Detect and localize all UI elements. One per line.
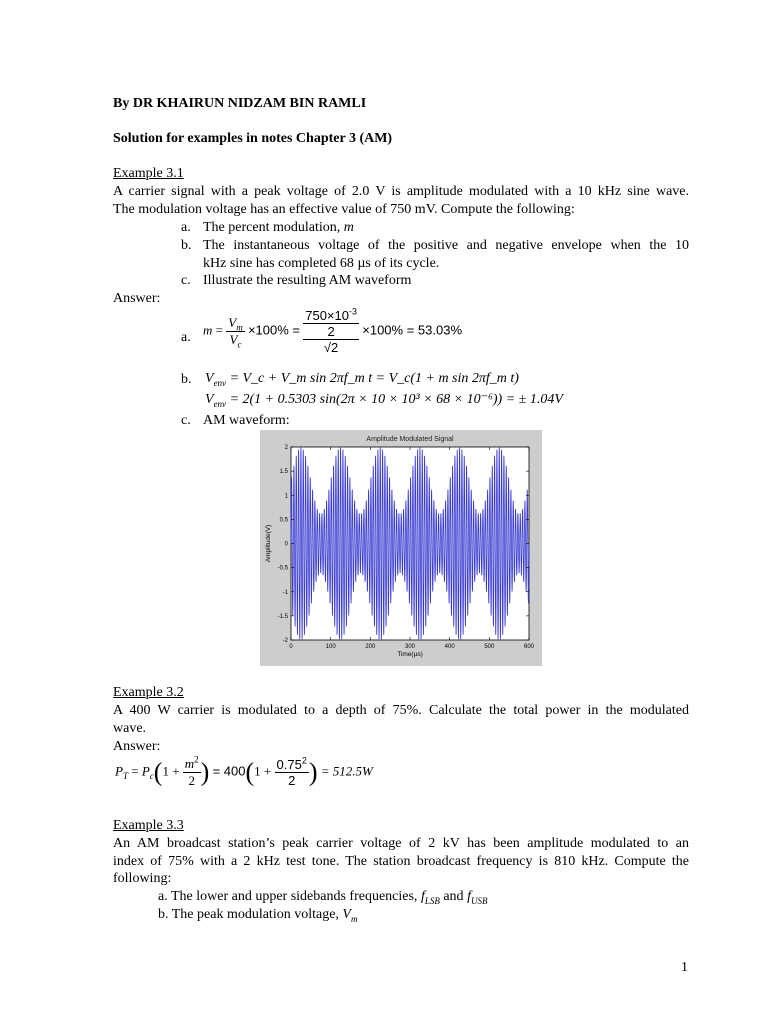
eq-vm-sub: m	[236, 322, 243, 333]
eq-vc: V	[229, 332, 238, 347]
page-number: 1	[681, 960, 688, 975]
item-b-sub: m	[350, 913, 358, 924]
y-tick-label: 1.5	[279, 469, 288, 476]
x-tick-label: 100	[325, 644, 336, 650]
equation-percent-modulation: m = $\frac{V_m}{V_c}$ ×100% = $750\times 10^{-3}$ 2 √2 ×100% = 53.03%	[203, 306, 462, 355]
x-tick-label: 600	[523, 644, 535, 650]
answer-label-3-2: Answer:	[113, 739, 161, 754]
eq-pt: P	[115, 763, 123, 779]
example-3-2-line1: A 400 W carrier is modulated to a depth of 75%. Calculate the total power in the modulated	[113, 703, 689, 718]
example-3-3-line2: index of 75% with a 2 kHz test tone. The station broadcast frequency is 810 kHz. Compute the	[113, 854, 689, 869]
x-tick-label: 200	[365, 644, 376, 650]
eq-400: = 400	[212, 763, 246, 779]
example-3-3-line3: following:	[113, 871, 172, 886]
example-3-3-item-a	[158, 889, 487, 905]
eq-vm-over-vc	[226, 315, 244, 348]
am-waveform-figure	[260, 430, 542, 666]
example-3-2-line2: wave.	[113, 721, 147, 736]
equation-envelope-general: $V_{env}$ = V_c + V_m sin 2πf_m t = V_c(1 + m sin 2πf_m t)	[205, 371, 519, 388]
eq-m2-over-2: $\frac{m^2}{2}$	[184, 754, 199, 788]
list-item-b: The instantaneous voltage of the positive and negative envelope when the 10	[203, 238, 689, 253]
example-3-1-line2: The modulation voltage has an effective value of 750 mV. Compute the following:	[113, 202, 575, 217]
list-item-a-var: m	[343, 220, 354, 235]
list-item-a	[203, 220, 354, 236]
example-3-3-item-b	[158, 907, 357, 923]
eq-pt-sub: T	[122, 771, 128, 782]
list-item-b-cont: kHz sine has completed 68 µs of its cycle.	[203, 256, 440, 271]
x-tick-label: 500	[484, 644, 495, 650]
x-tick-label: 300	[404, 644, 416, 650]
eq-075: 0.75	[276, 757, 302, 772]
document-subtitle: Solution for examples in notes Chapter 3 (AM)	[113, 131, 393, 146]
example-3-3-heading: Example 3.3	[113, 818, 184, 833]
answer-c-text: AM waveform:	[203, 413, 290, 428]
y-tick-label: -2	[282, 638, 288, 644]
eq-b1-body: = V_c + V_m sin 2πf_m t = V_c(1 + m sin 2πf_m t)	[229, 371, 519, 386]
y-tick-label: 2	[284, 445, 288, 451]
am-waveform-chart	[260, 430, 542, 666]
list-item-c: Illustrate the resulting AM waveform	[203, 273, 412, 288]
answer-a-label: a.	[181, 330, 191, 345]
x-tick-label: 0	[289, 644, 293, 650]
x-axis-label: Time(µs)	[397, 651, 423, 658]
eq-m: m	[203, 322, 213, 338]
item-a-f1: f	[420, 889, 425, 904]
eq-pc: P	[141, 763, 150, 779]
item-a-f2: f	[467, 889, 471, 904]
eq-m2: m	[184, 756, 195, 771]
eq-den-top: 2	[303, 324, 359, 340]
eq-times-100: ×100% =	[247, 322, 300, 338]
eq-power-result: = 512.5W	[320, 763, 373, 779]
eq-vm: V	[228, 315, 237, 330]
eq-m2-den: 2	[188, 773, 195, 788]
list-label-c: c.	[181, 273, 191, 288]
x-tick-label: 400	[444, 644, 455, 650]
y-tick-label: -1	[282, 589, 288, 596]
item-a-text: a. The lower and upper sidebands frequencies,	[158, 889, 421, 904]
y-axis-label: Amplitude(V)	[265, 524, 272, 563]
y-tick-label: 0.5	[279, 517, 288, 524]
eq-num: 750×10	[305, 308, 349, 323]
item-b-text: b. The peak modulation voltage,	[158, 907, 343, 922]
eq-vc-sub: c	[237, 339, 242, 350]
eq-pc-sub: c	[149, 771, 154, 782]
equation-total-power: $P_T = P_c(1$ + $\frac{m^2}{2}$ ) = 400(1 + $\frac{0.75^2}{2}$ ) = 512.5W	[115, 754, 373, 788]
eq-750-fraction	[303, 308, 359, 355]
eq-075-over-2: $\frac{0.75^2}{2}$	[276, 755, 307, 788]
answer-b-label: b.	[181, 372, 192, 387]
item-a-f1-sub: LSB	[424, 895, 440, 906]
eq-den-sqrt: √2	[323, 340, 339, 355]
list-item-a-text: The percent modulation,	[203, 220, 344, 235]
item-a-f2-sub: USB	[470, 895, 488, 906]
y-tick-label: -1.5	[277, 613, 288, 620]
example-3-3-line1: An AM broadcast station’s peak carrier voltage of 2 kV has been amplitude modulated to an	[113, 836, 689, 851]
example-3-1-heading: Example 3.1	[113, 166, 184, 181]
y-tick-label: 0	[284, 541, 288, 548]
item-b-v: V	[342, 907, 351, 922]
example-3-2-heading: Example 3.2	[113, 685, 184, 700]
y-tick-label: 1	[284, 493, 288, 500]
answer-label-3-1: Answer:	[113, 291, 161, 306]
item-a-and: and	[439, 889, 468, 904]
eq-num-exp: -3	[348, 306, 357, 317]
author-line: By DR KHAIRUN NIDZAM BIN RAMLI	[113, 96, 367, 111]
eq-b2-body: = 2(1 + 0.5303 sin(2π × 10 × 10³ × 68 × 10⁻⁶)) = ± 1.04V	[229, 392, 563, 407]
list-label-b: b.	[181, 238, 192, 253]
eq-075-den: 2	[288, 773, 296, 788]
y-tick-label: -0.5	[277, 565, 288, 572]
example-3-1-line1: A carrier signal with a peak voltage of 2.0 V is amplitude modulated with a 10 kHz sine wave.	[113, 184, 689, 199]
list-label-a: a.	[181, 220, 191, 235]
chart-title: Amplitude Modulated Signal	[366, 436, 454, 443]
equation-envelope-value: $V_{env} = 2(1 + 0.5303$ sin(2π × 10 × 10³ × 68 × 10⁻⁶)) = ± 1.04V	[205, 392, 563, 409]
eq-a-result: ×100% = 53.03%	[362, 322, 462, 338]
answer-c-label: c.	[181, 413, 191, 428]
